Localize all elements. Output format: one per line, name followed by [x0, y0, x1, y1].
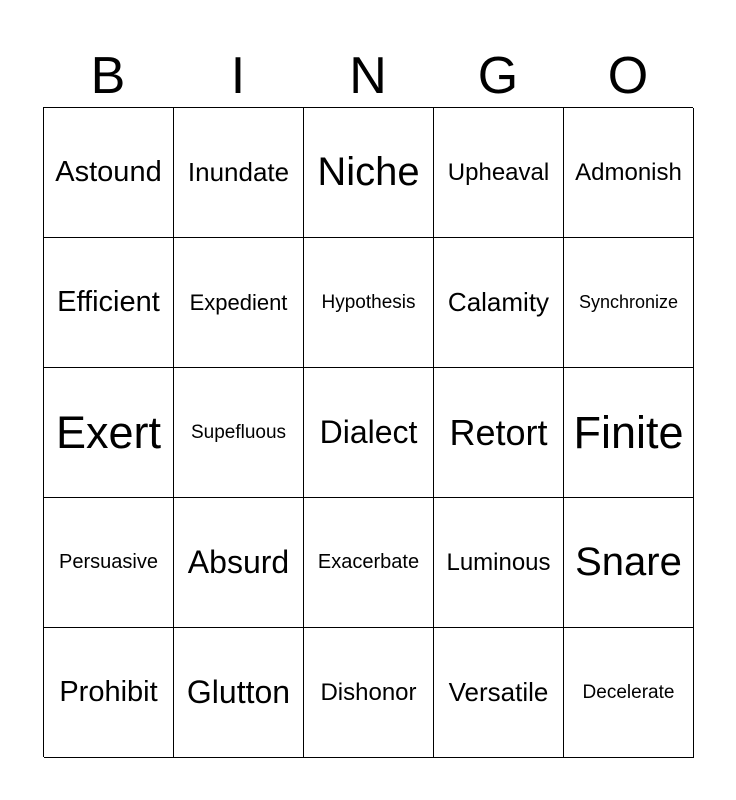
bingo-cell: Efficient: [44, 238, 174, 368]
bingo-cell: Calamity: [434, 238, 564, 368]
bingo-cell: Admonish: [564, 108, 694, 238]
bingo-card-grid: [43, 107, 693, 757]
bingo-cell: Exert: [44, 368, 174, 498]
bingo-cell: Niche: [304, 108, 434, 238]
bingo-cell: Finite: [564, 368, 694, 498]
bingo-cell: Persuasive: [44, 498, 174, 628]
header-letter-b: B: [90, 47, 126, 105]
header-letter-o: O: [607, 47, 649, 105]
bingo-header: [43, 44, 693, 108]
bingo-cell: Upheaval: [434, 108, 564, 238]
header-letter-i: I: [230, 47, 246, 105]
bingo-cell: Exacerbate: [304, 498, 434, 628]
bingo-cell: Retort: [434, 368, 564, 498]
bingo-cell: Inundate: [174, 108, 304, 238]
bingo-cell: Dishonor: [304, 628, 434, 758]
bingo-cell: Hypothesis: [304, 238, 434, 368]
bingo-cell: Snare: [564, 498, 694, 628]
bingo-cell: Glutton: [174, 628, 304, 758]
bingo-cell: Luminous: [434, 498, 564, 628]
header-letter-n: N: [349, 47, 387, 105]
header-letter-g: G: [477, 47, 519, 105]
bingo-cell: Absurd: [174, 498, 304, 628]
bingo-cell: Astound: [44, 108, 174, 238]
bingo-cell: Decelerate: [564, 628, 694, 758]
bingo-cell: Expedient: [174, 238, 304, 368]
bingo-cell: Dialect: [304, 368, 434, 498]
bingo-cell: Versatile: [434, 628, 564, 758]
bingo-cell: Supefluous: [174, 368, 304, 498]
bingo-cell: Prohibit: [44, 628, 174, 758]
bingo-cell: Synchronize: [564, 238, 694, 368]
